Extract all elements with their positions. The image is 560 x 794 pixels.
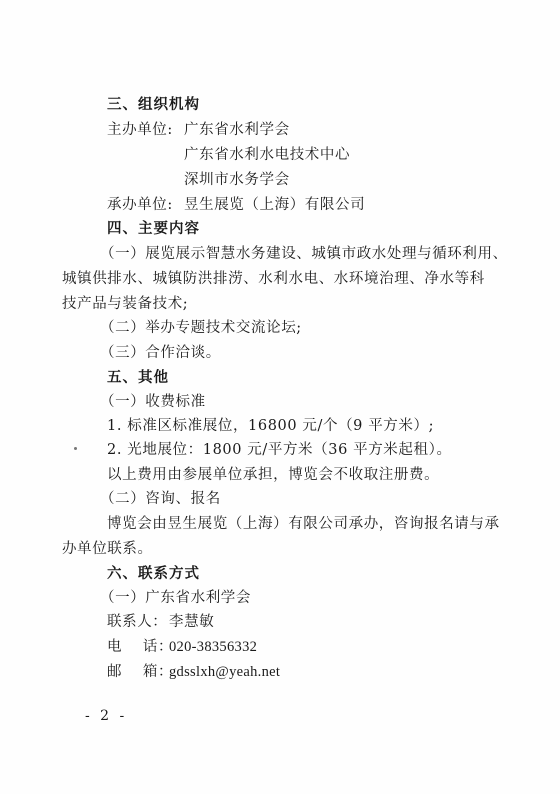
- section-4-heading: 四、主要内容: [107, 221, 200, 237]
- host-label: 主办单位:: [107, 122, 173, 138]
- contact-org: （一）广东省水利学会: [100, 590, 251, 606]
- fee-subheading: （一）收费标准: [100, 394, 206, 410]
- consult-line-1: 博览会由昱生展览（上海）有限公司承办，咨询报名请与承: [107, 516, 500, 532]
- section-5-heading: 五、其他: [107, 370, 169, 386]
- phone-label: 电 话：: [107, 639, 174, 655]
- organizer-name: 昱生展览（上海）有限公司: [184, 197, 366, 213]
- content-paragraph-1-line-2: 城镇供排水、城镇防洪排涝、水利水电、水环境治理、净水等科: [62, 271, 485, 287]
- fee-item-2: 2. 光地展位：1800 元/平方米（36 平方米起租）。: [107, 442, 452, 458]
- content-paragraph-1-line-1: （一）展览展示智慧水务建设、城镇市政水处理与循环利用、: [100, 246, 508, 262]
- scan-speck: [74, 447, 77, 450]
- organizer-label: 承办单位:: [107, 197, 173, 213]
- page-number: - 2 -: [85, 708, 128, 724]
- section-6-heading: 六、联系方式: [107, 566, 200, 582]
- content-paragraph-3: （三）合作洽谈。: [100, 345, 221, 361]
- content-paragraph-2: （二）举办专题技术交流论坛;: [100, 320, 302, 336]
- content-paragraph-1-line-3: 技产品与装备技术;: [62, 296, 189, 312]
- section-3-heading: 三、组织机构: [107, 97, 200, 113]
- consult-line-2: 办单位联系。: [62, 541, 153, 557]
- fee-item-1: 1. 标准区标准展位，16800 元/个（9 平方米）;: [107, 418, 435, 434]
- host-org-3: 深圳市水务学会: [184, 172, 290, 188]
- consult-subheading: （二）咨询、报名: [100, 491, 221, 507]
- contact-person-label: 联系人：: [107, 614, 168, 630]
- email-address: gdsslxh@yeah.net: [169, 664, 281, 680]
- phone-number: 020-38356332: [169, 639, 258, 655]
- host-org-1: 广东省水利学会: [184, 122, 290, 138]
- email-label: 邮 箱：: [107, 664, 174, 680]
- host-org-2: 广东省水利水电技术中心: [184, 147, 351, 163]
- contact-person-name: 李慧敏: [169, 614, 215, 630]
- fee-note: 以上费用由参展单位承担，博览会不收取注册费。: [107, 467, 440, 483]
